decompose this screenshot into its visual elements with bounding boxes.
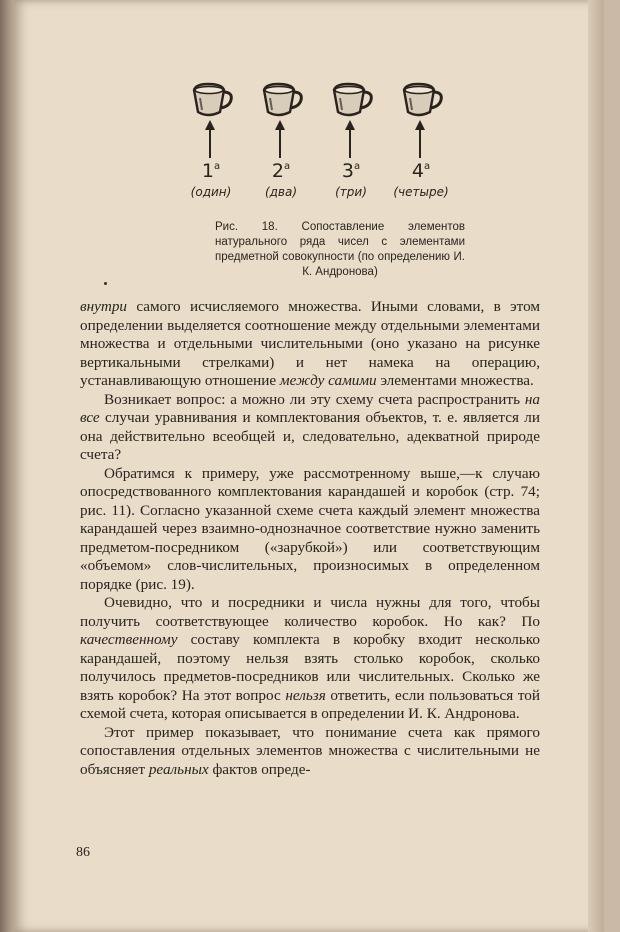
text-segment: элементами множества. xyxy=(376,372,534,389)
numeral-word: (один) xyxy=(190,185,232,199)
cup-icon xyxy=(396,78,446,158)
numeral-label: $1^а$ xyxy=(201,160,221,182)
text-segment: на все xyxy=(80,390,540,426)
page-number: 86 xyxy=(76,845,90,860)
text-segment: нельзя xyxy=(285,686,326,704)
numeral-label: $2^а$ xyxy=(271,160,291,182)
figure-item-1 xyxy=(181,78,241,208)
text-segment: ответить, если пользоваться той схемой счета, которая описывается в определении И. К. Андронова. xyxy=(80,686,541,722)
cup-icon xyxy=(326,78,376,158)
paragraph xyxy=(80,594,540,724)
figure-cups xyxy=(0,78,620,208)
numeral-word: (три) xyxy=(335,185,367,199)
text-segment: Очевидно, что и посредники и числа нужны для того, чтобы получить соответствующее количество коробок. Но как? По xyxy=(80,594,540,630)
text-segment: самого исчисляемого множества. Иными словами, в этом определении выделяется соотношение между отдельными элементами множества и отдельными числительными (оно указано на рисунке вертикальными стрелками) и нет намека на операцию, устанавливающую отношение xyxy=(80,298,540,389)
paragraph xyxy=(80,298,540,391)
text-segment: Этот пример показывает, что понимание счета как прямого сопоставления отдельных элементов множества с числительными не объясняет xyxy=(80,723,540,778)
text-segment: случаи уравнивания и комплектования объектов, т. е. является ли она действительно всеобщей и, следовательно, адекватной природе счета? xyxy=(80,409,540,463)
numeral-word: (четыре) xyxy=(393,185,449,199)
numeral-label: $3^а$ xyxy=(341,160,361,182)
cup-icon xyxy=(186,78,236,158)
text-segment: внутри xyxy=(80,298,128,315)
paragraph xyxy=(80,391,540,465)
text-segment: между самими xyxy=(279,372,377,389)
text-segment: качественному xyxy=(80,631,178,648)
text-segment: Обратимся к примеру, уже рассмотренному выше,—к случаю опосредствованного комплектования карандашей и коробок (стр. 74; рис. 11). Согласно указанной схеме счета каждый элемент множества карандашей через взаимно-однозначное соответствие нужно заменить предметом-посредником («зарубкой») или соответствующим «объемом» слов-числительных, произносимых в определенном порядке (рис. 19). xyxy=(80,464,540,593)
figure-caption: Рис. 18. Сопоставление элементов натурального ряда чисел с элементами предметной совокупности (по определению И. К. Андронова) xyxy=(215,221,465,278)
text-segment: составу комплекта в коробку входит несколько карандашей, поэтому нельзя взять столько коробок, сколько получилось предметов-посредников или числительных. Сколько же взять коробок? На этот вопрос xyxy=(80,631,540,704)
print-dot xyxy=(104,282,107,285)
paragraph xyxy=(80,465,540,595)
text-segment: фактов опреде- xyxy=(208,760,311,778)
paragraph xyxy=(80,724,540,780)
figure-item-3 xyxy=(321,78,381,208)
body-text xyxy=(80,298,540,779)
figure-item-4 xyxy=(391,78,451,208)
numeral-word: (два) xyxy=(264,185,298,199)
text-segment: Возникает вопрос: а можно ли эту схему счета распространить xyxy=(104,390,525,408)
numeral-label: $4^а$ xyxy=(411,160,431,182)
text-segment: реальных xyxy=(148,760,209,778)
cup-icon xyxy=(256,78,306,158)
figure-item-2 xyxy=(251,78,311,208)
